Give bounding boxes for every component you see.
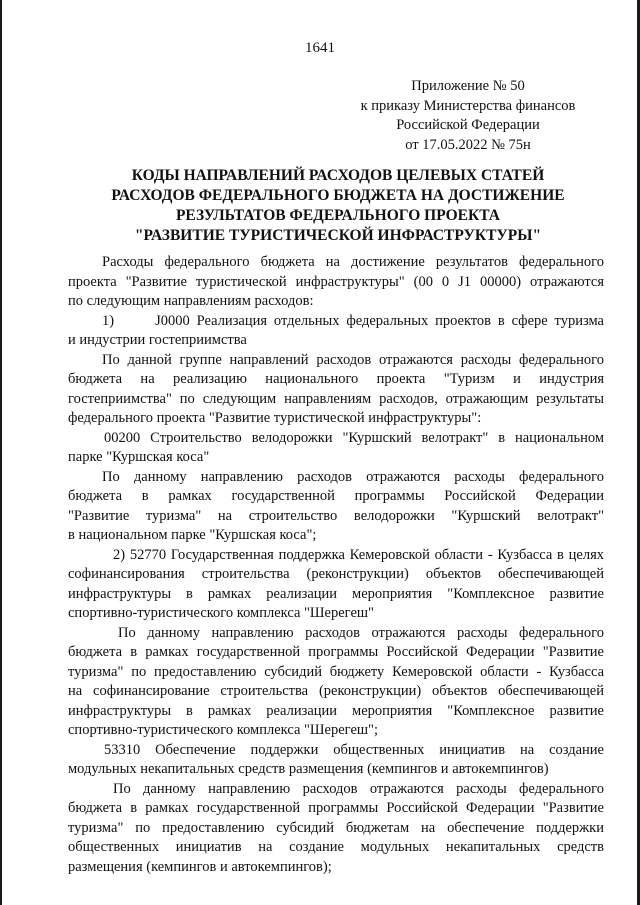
appendix-date: от 17.05.2022 № 75н [405, 136, 531, 153]
body-line: бюджета в рамках государственной программы Российской Федерации "Развитие [68, 644, 604, 660]
body-line: гостеприимства" по следующим направлениям расходов, отражающим результаты [68, 390, 604, 407]
body-line: "Развитие туризма" на строительство велодорожки "Куршский велотракт" [68, 507, 604, 524]
body-line: По данной группе направлений расходов отражаются расходы федерального [102, 351, 604, 368]
appendix-number: Приложение № 50 [411, 78, 525, 94]
body-line: По данному направлению расходов отражаются расходы федерального [113, 780, 604, 797]
document-body [68, 253, 604, 877]
page-number: 1641 [305, 40, 335, 56]
body-line: федерального проекта "Развитие туристической инфраструктуры": [68, 410, 482, 426]
body-line: бюджета в рамках государственной программы Российской Федерации [68, 488, 604, 504]
body-line: туризма" по предоставлению субсидий бюджетам на обеспечение поддержки [68, 819, 604, 836]
body-line: парке "Куршская коса" [68, 449, 210, 465]
title-line: "РАЗВИТИЕ ТУРИСТИЧЕСКОЙ ИНФРАСТРУКТУРЫ" [134, 227, 542, 244]
body-line: общественных инициатив на создание модульных некапитальных средств [68, 839, 604, 855]
body-line: инфраструктуры в рамках реализации мероприятия "Комплексное развитие [68, 585, 604, 602]
body-line: спортивно-туристического комплекса "Шерегеш"; [68, 722, 378, 738]
appendix-authority: Российской Федерации [396, 117, 540, 134]
body-line: спортивно-туристического комплекса "Шерегеш" [68, 605, 374, 621]
body-line: туризма" по предоставлению субсидий бюджету Кемеровской области - Кузбасса [68, 663, 604, 680]
title-line: РАСХОДОВ ФЕДЕРАЛЬНОГО БЮДЖЕТА НА ДОСТИЖЕНИЕ [111, 187, 565, 204]
body-line: в национальном парке "Куршская коса"; [68, 527, 317, 543]
body-line: бюджета на реализацию национального проекта "Туризм и индустрия [68, 371, 604, 387]
body-line: по следующим направлениям расходов: [68, 293, 314, 309]
body-line: 53310 Обеспечение поддержки общественных инициатив на создание [104, 741, 604, 758]
title-line: РЕЗУЛЬТАТОВ ФЕДЕРАЛЬНОГО ПРОЕКТА [175, 207, 501, 224]
body-line: 2) 52770 Государственная поддержка Кемеровской области - Кузбасса в целях [113, 546, 604, 563]
body-line: на софинансирование строительства (реконструкции) объектов обеспечивающей [68, 683, 604, 699]
document-title [68, 166, 608, 246]
body-line: модульных некапитальных средств размещения (кемпингов и автокемпингов) [68, 761, 549, 777]
appendix-header [348, 77, 588, 155]
body-line: софинансирования строительства (реконструкции) объектов обеспечивающей [68, 566, 604, 582]
body-line: размещения (кемпингов и автокемпингов); [68, 858, 332, 875]
body-line: 1) J0000 Реализация отдельных федеральных проектов в сфере туризма [102, 312, 604, 329]
scan-edge-left [0, 0, 2, 905]
body-line: инфраструктуры в рамках реализации мероприятия "Комплексное развитие [68, 702, 604, 719]
body-line: бюджета в рамках государственной программы Российской Федерации "Развитие [68, 800, 604, 816]
body-line: Расходы федерального бюджета на достижение результатов федерального [102, 254, 604, 270]
body-line: По данному направлению расходов отражаются расходы федерального [102, 468, 604, 485]
body-line: и индустрии гостеприимства [68, 332, 247, 348]
appendix-order: к приказу Министерства финансов [360, 97, 576, 114]
body-line: По данному направлению расходов отражаются расходы федерального [118, 624, 604, 641]
body-line: проекта "Развитие туристической инфраструктуры" (00 0 J1 00000) отражаются [68, 273, 604, 290]
body-line: 00200 Строительство велодорожки "Куршский велотракт" в национальном [104, 429, 604, 446]
title-line: КОДЫ НАПРАВЛЕНИЙ РАСХОДОВ ЦЕЛЕВЫХ СТАТЕЙ [131, 167, 545, 184]
